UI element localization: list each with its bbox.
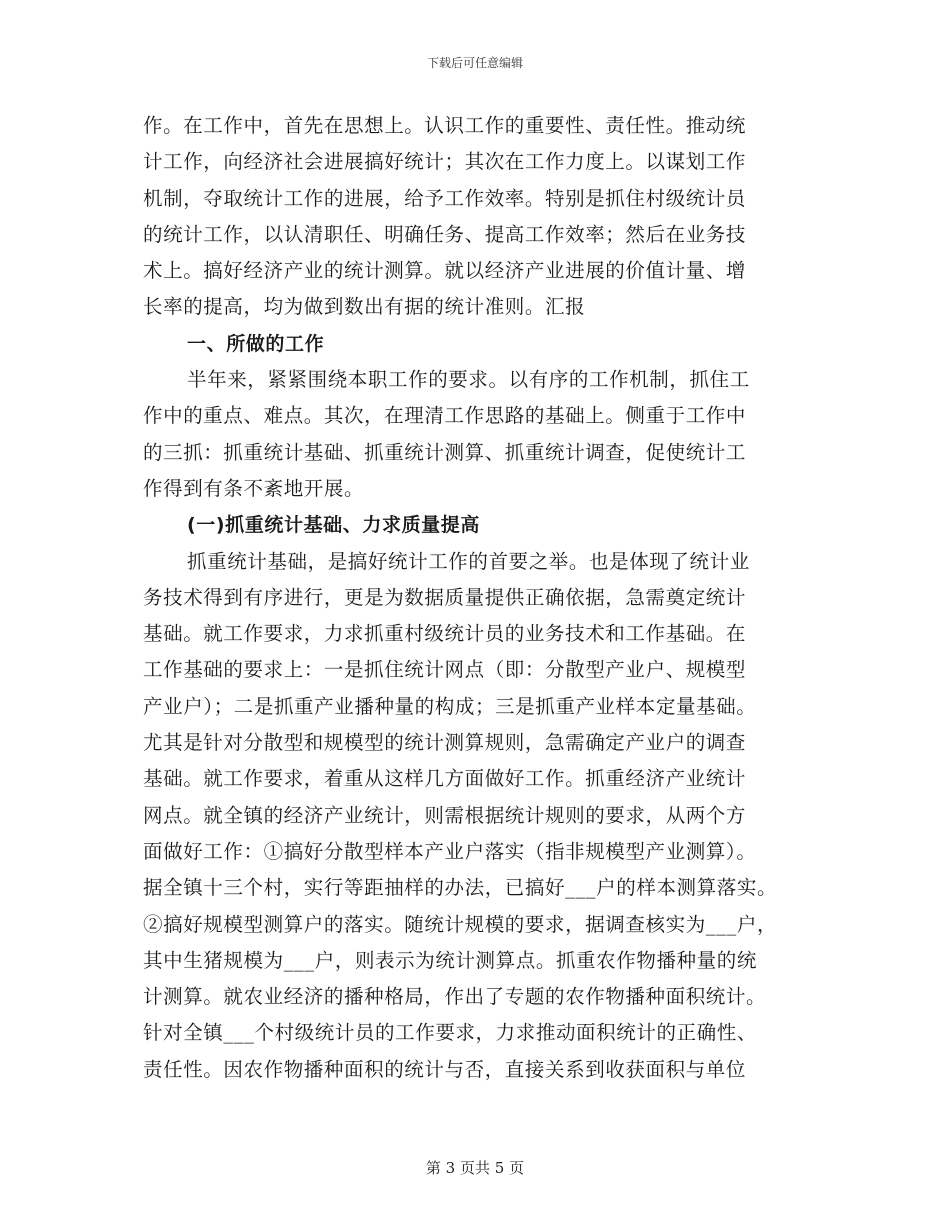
- body-line: 尤其是针对分散型和规模型的统计测算规则，急需确定产业户的调查: [143, 731, 747, 755]
- body-line: 针对全镇___个村级统计员的工作要求，力求推动面积统计的正确性、: [143, 1021, 757, 1045]
- body-line: 网点。就全镇的经济产业统计，则需根据统计规则的要求，从两个方: [143, 803, 747, 827]
- body-line: 机制，夺取统计工作的进展，给予工作效率。特别是抓住村级统计员: [143, 186, 747, 210]
- body-line: 基础。就工作要求，着重从这样几方面做好工作。抓重经济产业统计: [143, 767, 747, 791]
- body-line: 作中的重点、难点。其次，在理清工作思路的基础上。侧重于工作中: [143, 404, 747, 428]
- paragraph-first-line: 半年来，紧紧围绕本职工作的要求。以有序的工作机制，抓住工: [187, 368, 750, 392]
- body-line: 长率的提高，均为做到数出有据的统计准则。汇报: [143, 295, 586, 319]
- body-line: 产业户）；二是抓重产业播种量的构成；三是抓重产业样本定量基础。: [143, 694, 757, 718]
- subsection-heading: (一)抓重统计基础、力求质量提高: [187, 514, 480, 537]
- body-line: 务技术得到有序进行，更是为数据质量提供正确依据，急需奠定统计: [143, 585, 747, 609]
- document-body: [143, 108, 823, 1088]
- page-header: 下载后可任意编辑: [426, 56, 523, 70]
- body-line: 责任性。因农作物播种面积的统计与否，直接关系到收获面积与单位: [143, 1057, 747, 1081]
- body-line: 面做好工作：①搞好分散型样本产业户落实（指非规模型产业测算）。: [143, 839, 757, 863]
- section-heading: 一、所做的工作: [187, 332, 325, 355]
- paragraph-first-line: 抓重统计基础，是搞好统计工作的首要之举。也是体现了统计业: [187, 549, 750, 573]
- body-line: 工作基础的要求上：一是抓住统计网点（即：分散型产业户、规模型: [143, 658, 747, 682]
- body-line: ②搞好规模型测算户的落实。随统计规模的要求，据调查核实为___户，: [143, 912, 778, 936]
- body-line: 其中生猪规模为___户，则表示为统计测算点。抓重农作物播种量的统: [143, 948, 757, 972]
- body-line: 的三抓：抓重统计基础、抓重统计测算、抓重统计调查，促使统计工: [143, 440, 747, 464]
- body-line: 计工作，向经济社会进展搞好统计；其次在工作力度上。以谋划工作: [143, 150, 747, 174]
- body-line: 基础。就工作要求，力求抓重村级统计员的业务技术和工作基础。在: [143, 622, 747, 646]
- body-line: 计测算。就农业经济的播种格局，作出了专题的农作物播种面积统计。: [143, 985, 767, 1009]
- body-line: 作得到有条不紊地开展。: [143, 476, 365, 500]
- body-line: 作。在工作中，首先在思想上。认识工作的重要性、责任性。推动统: [143, 114, 747, 137]
- body-line: 术上。搞好经济产业的统计测算。就以经济产业进展的价值计量、增: [143, 259, 747, 283]
- page-number-footer: 第 3 页共 5 页: [425, 1159, 525, 1177]
- body-line: 据全镇十三个村，实行等距抽样的办法，已搞好___户的样本测算落实。: [143, 876, 778, 900]
- body-line: 的统计工作，以认清职任、明确任务、提高工作效率；然后在业务技: [143, 222, 747, 246]
